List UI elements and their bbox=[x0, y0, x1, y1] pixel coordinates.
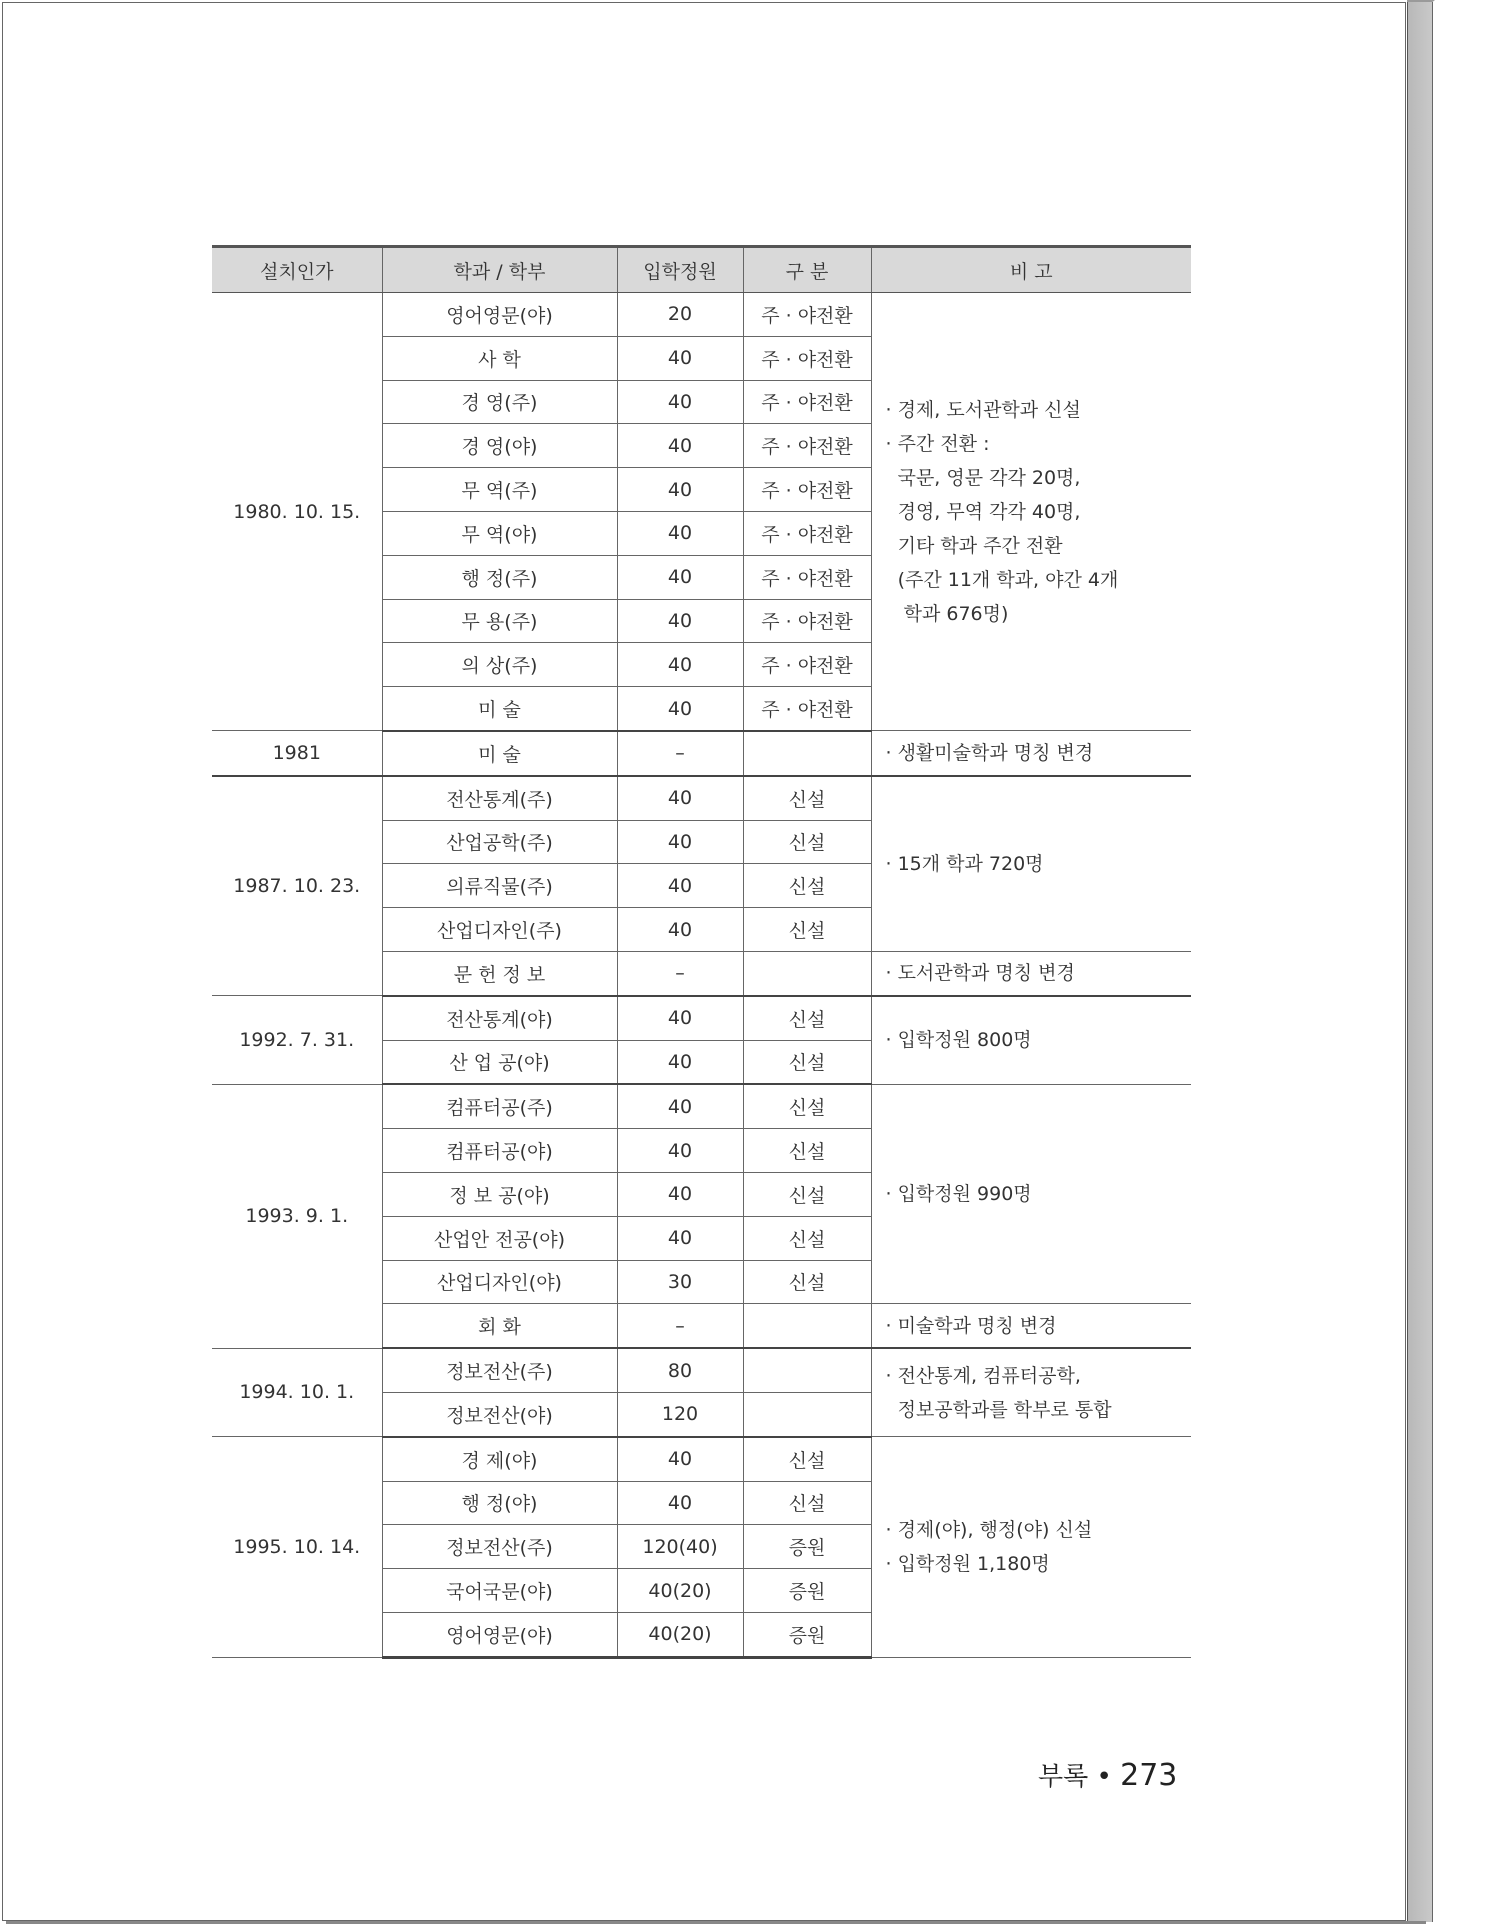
approval-date-cell: 1994. 10. 1. bbox=[212, 1348, 382, 1437]
header-approval-date: 설치인가 bbox=[212, 247, 382, 293]
approval-date-cell: 1993. 9. 1. bbox=[212, 1084, 382, 1348]
department-cell: 정보전산(야) bbox=[382, 1392, 617, 1436]
page-footer bbox=[1038, 1756, 1177, 1793]
department-cell: 경 제(야) bbox=[382, 1437, 617, 1481]
category-cell: 신설 bbox=[743, 1260, 871, 1304]
quota-cell: 40 bbox=[617, 820, 743, 864]
category-cell bbox=[743, 731, 871, 776]
quota-cell: 120(40) bbox=[617, 1525, 743, 1569]
footer-section-label: 부록 bbox=[1038, 1762, 1089, 1792]
category-cell bbox=[743, 1304, 871, 1348]
category-cell bbox=[743, 951, 871, 995]
category-cell: 주 · 야전환 bbox=[743, 555, 871, 599]
header-department: 학과 / 학부 bbox=[382, 247, 617, 293]
department-cell: 정 보 공(야) bbox=[382, 1172, 617, 1216]
department-cell: 회 화 bbox=[382, 1304, 617, 1348]
quota-cell: 40 bbox=[617, 996, 743, 1040]
quota-cell: 40 bbox=[617, 599, 743, 643]
table-row bbox=[212, 293, 1191, 337]
table-row bbox=[212, 1348, 1191, 1392]
page-number: 273 bbox=[1120, 1758, 1178, 1793]
quota-cell: 40(20) bbox=[617, 1612, 743, 1657]
approval-date-cell: 1992. 7. 31. bbox=[212, 996, 382, 1085]
department-cell: 산업디자인(야) bbox=[382, 1260, 617, 1304]
department-cell: 미 술 bbox=[382, 687, 617, 731]
category-cell: 주 · 야전환 bbox=[743, 293, 871, 337]
category-cell: 주 · 야전환 bbox=[743, 336, 871, 380]
category-cell: 주 · 야전환 bbox=[743, 687, 871, 731]
remarks-cell: · 미술학과 명칭 변경 bbox=[871, 1304, 1191, 1348]
department-cell: 전산통계(야) bbox=[382, 996, 617, 1040]
department-cell: 산 업 공(야) bbox=[382, 1040, 617, 1084]
category-cell: 신설 bbox=[743, 1172, 871, 1216]
department-cell: 국어국문(야) bbox=[382, 1569, 617, 1613]
quota-cell: 80 bbox=[617, 1348, 743, 1392]
department-cell: 정보전산(주) bbox=[382, 1525, 617, 1569]
category-cell bbox=[743, 1392, 871, 1436]
department-cell: 전산통계(주) bbox=[382, 776, 617, 820]
quota-cell: 40 bbox=[617, 555, 743, 599]
quota-cell: – bbox=[617, 951, 743, 995]
remarks-cell: · 도서관학과 명칭 변경 bbox=[871, 951, 1191, 995]
category-cell: 신설 bbox=[743, 864, 871, 908]
approval-date-cell: 1987. 10. 23. bbox=[212, 776, 382, 996]
header-enrollment-quota: 입학정원 bbox=[617, 247, 743, 293]
quota-cell: 40 bbox=[617, 1040, 743, 1084]
department-cell: 의류직물(주) bbox=[382, 864, 617, 908]
department-cell: 행 정(주) bbox=[382, 555, 617, 599]
department-cell: 행 정(야) bbox=[382, 1481, 617, 1525]
approval-date-cell: 1981 bbox=[212, 731, 382, 776]
category-cell: 신설 bbox=[743, 1437, 871, 1481]
page-stack-edge bbox=[1407, 2, 1433, 1922]
quota-cell: 120 bbox=[617, 1392, 743, 1436]
quota-cell: 40 bbox=[617, 1481, 743, 1525]
category-cell: 증원 bbox=[743, 1612, 871, 1657]
department-cell: 문 헌 정 보 bbox=[382, 951, 617, 995]
header-remarks: 비 고 bbox=[871, 247, 1191, 293]
category-cell: 주 · 야전환 bbox=[743, 468, 871, 512]
table-row bbox=[212, 731, 1191, 776]
category-cell: 신설 bbox=[743, 1129, 871, 1173]
remarks-cell: · 15개 학과 720명 bbox=[871, 776, 1191, 952]
department-cell: 무 역(주) bbox=[382, 468, 617, 512]
quota-cell: 30 bbox=[617, 1260, 743, 1304]
quota-cell: 40 bbox=[617, 1129, 743, 1173]
table-row bbox=[212, 1437, 1191, 1481]
quota-cell: 40 bbox=[617, 864, 743, 908]
quota-cell: 40 bbox=[617, 643, 743, 687]
quota-cell: 40 bbox=[617, 511, 743, 555]
department-cell: 산업안 전공(야) bbox=[382, 1216, 617, 1260]
category-cell: 신설 bbox=[743, 1040, 871, 1084]
department-cell: 무 역(야) bbox=[382, 511, 617, 555]
department-cell: 영어영문(야) bbox=[382, 1612, 617, 1657]
category-cell: 신설 bbox=[743, 776, 871, 820]
footer-bullet: • bbox=[1096, 1762, 1112, 1792]
department-cell: 경 영(야) bbox=[382, 424, 617, 468]
category-cell: 신설 bbox=[743, 1481, 871, 1525]
category-cell: 주 · 야전환 bbox=[743, 424, 871, 468]
category-cell: 주 · 야전환 bbox=[743, 511, 871, 555]
remarks-cell: · 경제(야), 행정(야) 신설 · 입학정원 1,180명 bbox=[871, 1437, 1191, 1657]
category-cell: 주 · 야전환 bbox=[743, 599, 871, 643]
department-cell: 미 술 bbox=[382, 731, 617, 776]
department-cell: 영어영문(야) bbox=[382, 293, 617, 337]
quota-cell: 40 bbox=[617, 468, 743, 512]
quota-cell: 40 bbox=[617, 908, 743, 952]
category-cell: 주 · 야전환 bbox=[743, 380, 871, 424]
quota-cell: 40 bbox=[617, 687, 743, 731]
table-row bbox=[212, 776, 1191, 820]
table-row bbox=[212, 996, 1191, 1040]
department-cell: 산업공학(주) bbox=[382, 820, 617, 864]
table-row bbox=[212, 1084, 1191, 1128]
category-cell: 신설 bbox=[743, 1216, 871, 1260]
quota-cell: 40(20) bbox=[617, 1569, 743, 1613]
category-cell: 증원 bbox=[743, 1525, 871, 1569]
quota-cell: 40 bbox=[617, 1216, 743, 1260]
remarks-cell: · 전산통계, 컴퓨터공학, 정보공학과를 학부로 통합 bbox=[871, 1348, 1191, 1437]
remarks-cell: · 경제, 도서관학과 신설 · 주간 전환 : 국문, 영문 각각 20명, 경영, 무역 각각 40명, 기타 학과 주간 전환 (주간 11개 학과, 야간 4개 학과 676명) bbox=[871, 293, 1191, 731]
quota-cell: 40 bbox=[617, 1084, 743, 1128]
department-cell: 컴퓨터공(주) bbox=[382, 1084, 617, 1128]
category-cell: 신설 bbox=[743, 996, 871, 1040]
department-cell: 의 상(주) bbox=[382, 643, 617, 687]
approval-date-cell: 1995. 10. 14. bbox=[212, 1437, 382, 1657]
category-cell: 증원 bbox=[743, 1569, 871, 1613]
quota-cell: 40 bbox=[617, 380, 743, 424]
department-cell: 정보전산(주) bbox=[382, 1348, 617, 1392]
remarks-cell: · 생활미술학과 명칭 변경 bbox=[871, 731, 1191, 776]
category-cell: 주 · 야전환 bbox=[743, 643, 871, 687]
category-cell: 신설 bbox=[743, 1084, 871, 1128]
header-category: 구 분 bbox=[743, 247, 871, 293]
remarks-cell: · 입학정원 990명 bbox=[871, 1084, 1191, 1303]
quota-cell: 40 bbox=[617, 424, 743, 468]
approval-date-cell: 1980. 10. 15. bbox=[212, 293, 382, 731]
category-cell: 신설 bbox=[743, 820, 871, 864]
department-cell: 무 용(주) bbox=[382, 599, 617, 643]
table-header-row bbox=[212, 247, 1191, 293]
department-cell: 경 영(주) bbox=[382, 380, 617, 424]
category-cell bbox=[743, 1348, 871, 1392]
department-cell: 사 학 bbox=[382, 336, 617, 380]
quota-cell: 40 bbox=[617, 336, 743, 380]
category-cell: 신설 bbox=[743, 908, 871, 952]
quota-cell: 40 bbox=[617, 776, 743, 820]
remarks-cell: · 입학정원 800명 bbox=[871, 996, 1191, 1085]
quota-cell: 40 bbox=[617, 1172, 743, 1216]
page-bottom-edge bbox=[6, 1921, 1426, 1924]
quota-cell: 40 bbox=[617, 1437, 743, 1481]
quota-cell: – bbox=[617, 731, 743, 776]
department-cell: 산업디자인(주) bbox=[382, 908, 617, 952]
quota-cell: 20 bbox=[617, 293, 743, 337]
quota-cell: – bbox=[617, 1304, 743, 1348]
department-history-table bbox=[212, 245, 1191, 1659]
department-cell: 컴퓨터공(야) bbox=[382, 1129, 617, 1173]
